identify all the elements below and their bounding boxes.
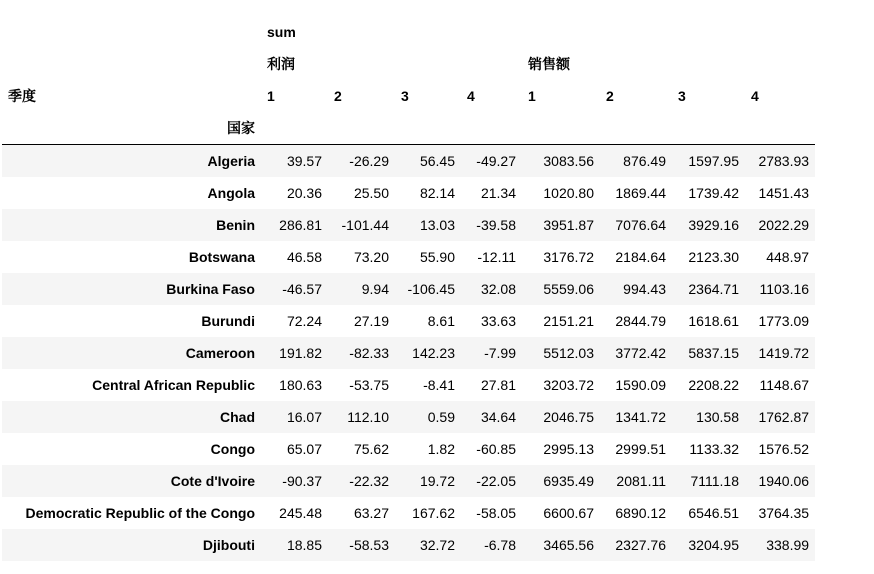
quarter-header: 2 [334, 88, 342, 104]
sales-cell: 6546.51 [688, 505, 739, 521]
sales-cell: 1940.06 [758, 473, 810, 489]
sales-cell: 2123.30 [688, 249, 739, 265]
table-row [2, 369, 815, 401]
profit-cell: 27.81 [480, 377, 516, 393]
profit-cell: 245.48 [279, 505, 322, 521]
row-label-country: Algeria [207, 153, 255, 169]
profit-cell: -22.32 [349, 473, 389, 489]
profit-cell: 167.62 [412, 505, 455, 521]
sales-cell: 6935.49 [543, 473, 594, 489]
profit-cell: 191.82 [279, 345, 322, 361]
quarter-header: 1 [267, 88, 275, 104]
sales-cell: 1419.72 [758, 345, 810, 361]
row-label-country: Central African Republic [92, 377, 255, 393]
sales-cell: 130.58 [696, 409, 739, 425]
profit-cell: 25.50 [353, 185, 389, 201]
quarter-header: 3 [401, 88, 409, 104]
sales-cell: 3083.56 [543, 153, 594, 169]
table-row [2, 497, 815, 529]
sales-cell: 3929.16 [688, 217, 739, 233]
profit-cell: -39.58 [476, 217, 516, 233]
table-row [2, 241, 815, 273]
sales-cell: 2844.79 [615, 313, 666, 329]
group-label-sales: 销售额 [528, 56, 570, 72]
quarter-header: 1 [528, 88, 536, 104]
profit-cell: 33.63 [480, 313, 516, 329]
profit-cell: 13.03 [419, 217, 455, 233]
profit-cell: 65.07 [286, 441, 322, 457]
table-row [2, 433, 815, 465]
sales-cell: 1148.67 [759, 377, 810, 393]
profit-cell: -90.37 [282, 473, 322, 489]
sales-cell: 3203.72 [543, 377, 594, 393]
profit-cell: 73.20 [353, 249, 389, 265]
sales-cell: 5559.06 [543, 281, 594, 297]
table-row [2, 529, 815, 561]
sales-cell: 6890.12 [615, 505, 666, 521]
sales-cell: 2081.11 [616, 473, 666, 489]
profit-cell: -46.57 [282, 281, 322, 297]
quarter-header: 2 [606, 88, 614, 104]
sales-cell: 2327.76 [615, 537, 666, 553]
profit-cell: 32.72 [419, 537, 455, 553]
sales-cell: 1341.72 [615, 409, 666, 425]
row-label-country: Botswana [188, 249, 255, 265]
sales-cell: 1020.80 [543, 185, 594, 201]
sales-cell: 1773.09 [758, 313, 810, 329]
sales-cell: 5512.03 [543, 345, 594, 361]
sales-cell: 3772.42 [615, 345, 666, 361]
sales-cell: 1576.52 [758, 441, 810, 457]
profit-cell: -12.11 [477, 249, 516, 265]
profit-cell: -106.45 [407, 281, 455, 297]
sales-cell: 1451.43 [758, 185, 810, 201]
table-row [2, 401, 815, 433]
row-label-country: Angola [207, 185, 255, 201]
profit-cell: 9.94 [361, 281, 389, 297]
row-label-country: Djibouti [202, 537, 255, 553]
sales-cell: 2995.13 [543, 441, 594, 457]
profit-cell: -60.85 [476, 441, 516, 457]
column-axis-name: 季度 [8, 88, 36, 104]
profit-cell: -26.29 [349, 153, 389, 169]
sales-cell: 2046.75 [543, 409, 594, 425]
profit-cell: -58.53 [349, 537, 389, 553]
profit-cell: 34.64 [480, 409, 516, 425]
table-row [2, 145, 815, 178]
profit-cell: 16.07 [286, 409, 322, 425]
profit-cell: 72.24 [286, 313, 322, 329]
profit-cell: 20.36 [286, 185, 322, 201]
profit-cell: -53.75 [349, 377, 389, 393]
sales-cell: 1618.61 [688, 313, 739, 329]
sales-cell: 2999.51 [615, 441, 666, 457]
profit-cell: 112.10 [347, 409, 389, 425]
sales-cell: 2184.64 [615, 249, 666, 265]
profit-cell: 46.58 [286, 249, 322, 265]
quarter-header: 4 [751, 88, 759, 104]
profit-cell: -58.05 [476, 505, 516, 521]
profit-cell: 19.72 [419, 473, 455, 489]
sales-cell: 1869.44 [615, 185, 666, 201]
row-label-country: Congo [210, 441, 255, 457]
group-label-profit: 利润 [267, 56, 295, 72]
sales-cell: 3764.35 [758, 505, 810, 521]
sales-cell: 1590.09 [615, 377, 666, 393]
header-corner [2, 48, 261, 80]
table-row [2, 209, 815, 241]
row-index-name: 国家 [2, 112, 261, 145]
profit-cell: 82.14 [419, 185, 455, 201]
sales-cell: 1103.16 [759, 281, 810, 297]
row-label-country: Cameroon [185, 345, 255, 361]
sales-cell: 3465.56 [543, 537, 594, 553]
sales-cell: 3951.87 [543, 217, 594, 233]
table-row [2, 337, 815, 369]
header-row-quarters [2, 80, 815, 112]
profit-cell: 27.19 [353, 313, 389, 329]
profit-cell: -8.41 [423, 377, 455, 393]
profit-cell: -7.99 [484, 345, 516, 361]
quarter-header: 4 [467, 88, 475, 104]
table-row [2, 465, 815, 497]
sales-cell: 1597.95 [688, 153, 739, 169]
sales-cell: 2022.29 [758, 217, 810, 233]
row-label-country: Burkina Faso [166, 281, 255, 297]
header-row-aggregation [2, 16, 815, 48]
row-label-country: Cote d'Ivoire [170, 473, 255, 489]
table-body [2, 145, 815, 562]
header-row-index-name [2, 112, 815, 145]
profit-cell: 63.27 [353, 505, 389, 521]
profit-cell: 56.45 [419, 153, 455, 169]
profit-cell: -82.33 [349, 345, 389, 361]
header-row-groups [2, 48, 815, 80]
table-row [2, 273, 815, 305]
sales-cell: 1762.87 [758, 409, 810, 425]
profit-cell: -101.44 [341, 217, 389, 233]
profit-cell: 180.63 [279, 377, 322, 393]
sales-cell: 338.99 [766, 537, 810, 553]
row-label-country: Burundi [201, 313, 255, 329]
sales-cell: 7076.64 [615, 217, 666, 233]
sales-cell: 876.49 [623, 153, 666, 169]
profit-cell: 8.61 [427, 313, 455, 329]
sales-cell: 2151.21 [543, 313, 594, 329]
row-label-country: Democratic Republic of the Congo [25, 505, 255, 521]
quarter-header: 3 [678, 88, 686, 104]
profit-cell: 286.81 [279, 217, 322, 233]
header-corner [2, 16, 261, 48]
sales-cell: 1739.42 [688, 185, 739, 201]
profit-cell: 75.62 [353, 441, 389, 457]
sales-cell: 5837.15 [688, 345, 739, 361]
profit-cell: -22.05 [476, 473, 516, 489]
sales-cell: 1133.32 [689, 441, 739, 457]
profit-cell: 0.59 [427, 409, 455, 425]
sales-cell: 6600.67 [543, 505, 594, 521]
aggregation-label: sum [267, 24, 296, 40]
row-label-country: Benin [216, 217, 255, 233]
sales-cell: 7111.18 [690, 473, 739, 489]
profit-cell: -6.78 [484, 537, 516, 553]
pivot-table [2, 16, 815, 561]
sales-cell: 448.97 [766, 249, 810, 265]
profit-cell: 142.23 [412, 345, 455, 361]
sales-cell: 2783.93 [758, 153, 810, 169]
profit-cell: 39.57 [286, 153, 322, 169]
table-row [2, 305, 815, 337]
profit-cell: 32.08 [480, 281, 516, 297]
sales-cell: 2364.71 [688, 281, 739, 297]
table-header [2, 16, 815, 145]
sales-cell: 994.43 [623, 281, 666, 297]
sales-cell: 3204.95 [688, 537, 739, 553]
profit-cell: 1.82 [427, 441, 455, 457]
profit-cell: 55.90 [419, 249, 455, 265]
profit-cell: 18.85 [286, 537, 322, 553]
sales-cell: 2208.22 [688, 377, 739, 393]
row-label-country: Chad [220, 409, 255, 425]
profit-cell: -49.27 [476, 153, 516, 169]
table-row [2, 177, 815, 209]
sales-cell: 3176.72 [543, 249, 594, 265]
profit-cell: 21.34 [480, 185, 516, 201]
